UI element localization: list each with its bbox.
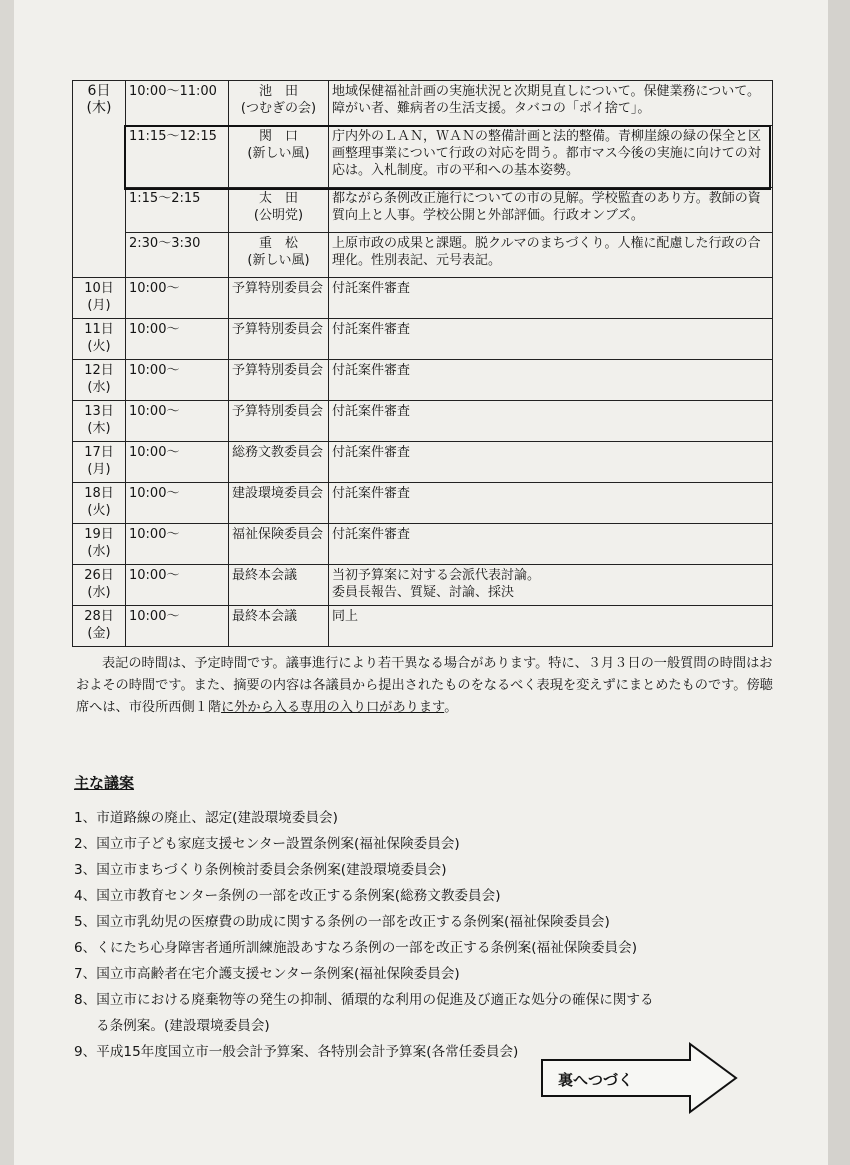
committee-cell: 予算特別委員会 [229, 401, 329, 442]
committee-cell: 最終本会議 [229, 606, 329, 647]
member-cell [229, 126, 329, 188]
list-item: 2、国立市子ども家庭支援センター設置条例案(福祉保険委員会) [74, 836, 460, 852]
committee-cell: 予算特別委員会 [229, 319, 329, 360]
agenda-list [74, 805, 774, 1065]
member-name: 関 口 [258, 129, 298, 144]
summary-cell: 地域保健福祉計画の実施状況と次期見直しについて。保健業務について。障がい者、難病者の生活支援。タバコの「ポイ捨て」。 [329, 81, 773, 126]
member-group: (公明党) [253, 208, 304, 223]
paper-edge-left [0, 0, 14, 1165]
table-row [73, 565, 773, 606]
continue-label: 裏へつづく [558, 1071, 634, 1089]
member-name: 池 田 [258, 84, 298, 99]
summary-cell: 上原市政の成果と課題。脱クルマのまちづくり。人権に配慮した行政の合理化。性別表記、元号表記。 [329, 233, 773, 278]
committee-cell: 建設環境委員会 [229, 483, 329, 524]
member-name: 重 松 [258, 236, 298, 251]
summary-cell: 付託案件審査 [329, 483, 773, 524]
summary-line: 委員長報告、質疑、討論、採決 [332, 585, 515, 600]
time-cell: 2:30～3:30 [126, 233, 229, 278]
weekday-label: (水) [87, 585, 111, 600]
date-cell [73, 565, 126, 606]
continue-arrow [540, 1042, 740, 1114]
time-cell: 10:00～ [126, 360, 229, 401]
table-row [73, 483, 773, 524]
member-cell [229, 188, 329, 233]
table-row [73, 319, 773, 360]
time-cell: 10:00～ [126, 401, 229, 442]
weekday-label: (月) [87, 298, 111, 313]
time-cell: 10:00～11:00 [126, 81, 229, 126]
summary-cell: 付託案件審査 [329, 319, 773, 360]
summary-cell: 都ながら条例改正施行についての市の見解。学校監査のあり方。教師の資質向上と人事。学校公開と外部評価。行政オンブズ。 [329, 188, 773, 233]
list-item: 6、くにたち心身障害者通所訓練施設あすなろ条例の一部を改正する条例案(福祉保険委員会) [74, 940, 638, 956]
member-group: (新しい風) [247, 146, 310, 161]
table-row [73, 442, 773, 483]
list-item: 7、国立市高齢者在宅介護支援センター条例案(福祉保険委員会) [74, 966, 460, 982]
date-label: 12日 [84, 363, 114, 378]
weekday-label: (木) [87, 421, 111, 436]
date-cell [73, 442, 126, 483]
date-label: 26日 [84, 568, 114, 583]
date-cell [73, 483, 126, 524]
table-row [73, 126, 773, 188]
committee-cell: 予算特別委員会 [229, 360, 329, 401]
summary-cell: 付託案件審査 [329, 442, 773, 483]
weekday-label: (火) [87, 339, 111, 354]
list-item: 8、国立市における廃棄物等の発生の抑制、循環的な利用の促進及び適正な処分の確保に関する [74, 992, 654, 1008]
list-item: 9、平成15年度国立市一般会計予算案、各特別会計予算案(各常任委員会) [74, 1044, 519, 1060]
committee-cell: 最終本会議 [229, 565, 329, 606]
agenda-title: 主な議案 [74, 774, 135, 792]
date-cell [73, 278, 126, 319]
date-cell [73, 81, 126, 278]
list-item: 5、国立市乳幼児の医療費の助成に関する条例の一部を改正する条例案(福祉保険委員会) [74, 914, 610, 930]
table-row [73, 360, 773, 401]
date-label: 18日 [84, 486, 114, 501]
table-row [73, 278, 773, 319]
schedule-note [76, 653, 776, 719]
committee-cell: 福祉保険委員会 [229, 524, 329, 565]
date-label: 17日 [84, 445, 114, 460]
date-cell [73, 401, 126, 442]
note-end: 。 [444, 700, 458, 715]
summary-cell: 付託案件審査 [329, 401, 773, 442]
member-cell [229, 81, 329, 126]
note-text: 表記の時間は、予定時間です。議事進行により若干異なる場合があります。特に、３月３日の一般質問の時間はおおよその時間です。また、摘要の内容は各議員から提出されたものをなるべく表現を変えずにまとめたものです。傍聴席へは、市役所西側１階 [76, 656, 773, 715]
date-label: 10日 [84, 281, 114, 296]
table-row [73, 401, 773, 442]
date-cell [73, 524, 126, 565]
date-cell [73, 319, 126, 360]
time-cell: 10:00～ [126, 278, 229, 319]
member-group: (つむぎの会) [240, 101, 317, 116]
list-item: 1、市道路線の廃止、認定(建設環境委員会) [74, 810, 338, 826]
date-label: 11日 [84, 322, 114, 337]
time-cell: 10:00～ [126, 606, 229, 647]
weekday-label: (木) [86, 100, 112, 116]
summary-cell [329, 565, 773, 606]
member-cell [229, 233, 329, 278]
summary-cell: 同上 [329, 606, 773, 647]
time-cell: 11:15～12:15 [126, 126, 229, 188]
date-label: 28日 [84, 609, 114, 624]
list-item-continuation: る条例案。(建設環境委員会) [96, 1018, 270, 1034]
date-label: 19日 [84, 527, 114, 542]
weekday-label: (水) [87, 380, 111, 395]
date-cell [73, 360, 126, 401]
table-row [73, 524, 773, 565]
weekday-label: (金) [87, 626, 111, 641]
date-cell [73, 606, 126, 647]
time-cell: 10:00～ [126, 483, 229, 524]
committee-cell: 総務文教委員会 [229, 442, 329, 483]
summary-cell: 付託案件審査 [329, 360, 773, 401]
committee-cell: 予算特別委員会 [229, 278, 329, 319]
time-cell: 10:00～ [126, 319, 229, 360]
time-cell: 1:15～2:15 [126, 188, 229, 233]
time-cell: 10:00～ [126, 442, 229, 483]
time-cell: 10:00～ [126, 524, 229, 565]
weekday-label: (水) [87, 544, 111, 559]
list-item: 4、国立市教育センター条例の一部を改正する条例案(総務文教委員会) [74, 888, 501, 904]
table-row [73, 188, 773, 233]
table-row [73, 606, 773, 647]
time-cell: 10:00～ [126, 565, 229, 606]
table-row [73, 233, 773, 278]
note-entrance-underlined: に外から入る専用の入り口があります [221, 700, 445, 715]
summary-cell: 庁内外のＬＡＮ，ＷＡＮの整備計画と法的整備。青柳崖線の緑の保全と区画整理事業について行政の対応を問う。都市マス今後の実施に向けての対応は。入札制度。市の平和への基本姿勢。 [329, 126, 773, 188]
weekday-label: (火) [87, 503, 111, 518]
member-group: (新しい風) [247, 253, 310, 268]
summary-line: 当初予算案に対する会派代表討論。 [332, 568, 541, 583]
weekday-label: (月) [87, 462, 111, 477]
list-item: 3、国立市まちづくり条例検討委員会条例案(建設環境委員会) [74, 862, 447, 878]
date-label: 13日 [84, 404, 114, 419]
date-label: 6日 [87, 83, 111, 99]
paper-edge-right [828, 0, 850, 1165]
member-name: 太 田 [258, 191, 298, 206]
summary-cell: 付託案件審査 [329, 278, 773, 319]
schedule-table [72, 80, 773, 647]
table-row [73, 81, 773, 126]
summary-cell: 付託案件審査 [329, 524, 773, 565]
